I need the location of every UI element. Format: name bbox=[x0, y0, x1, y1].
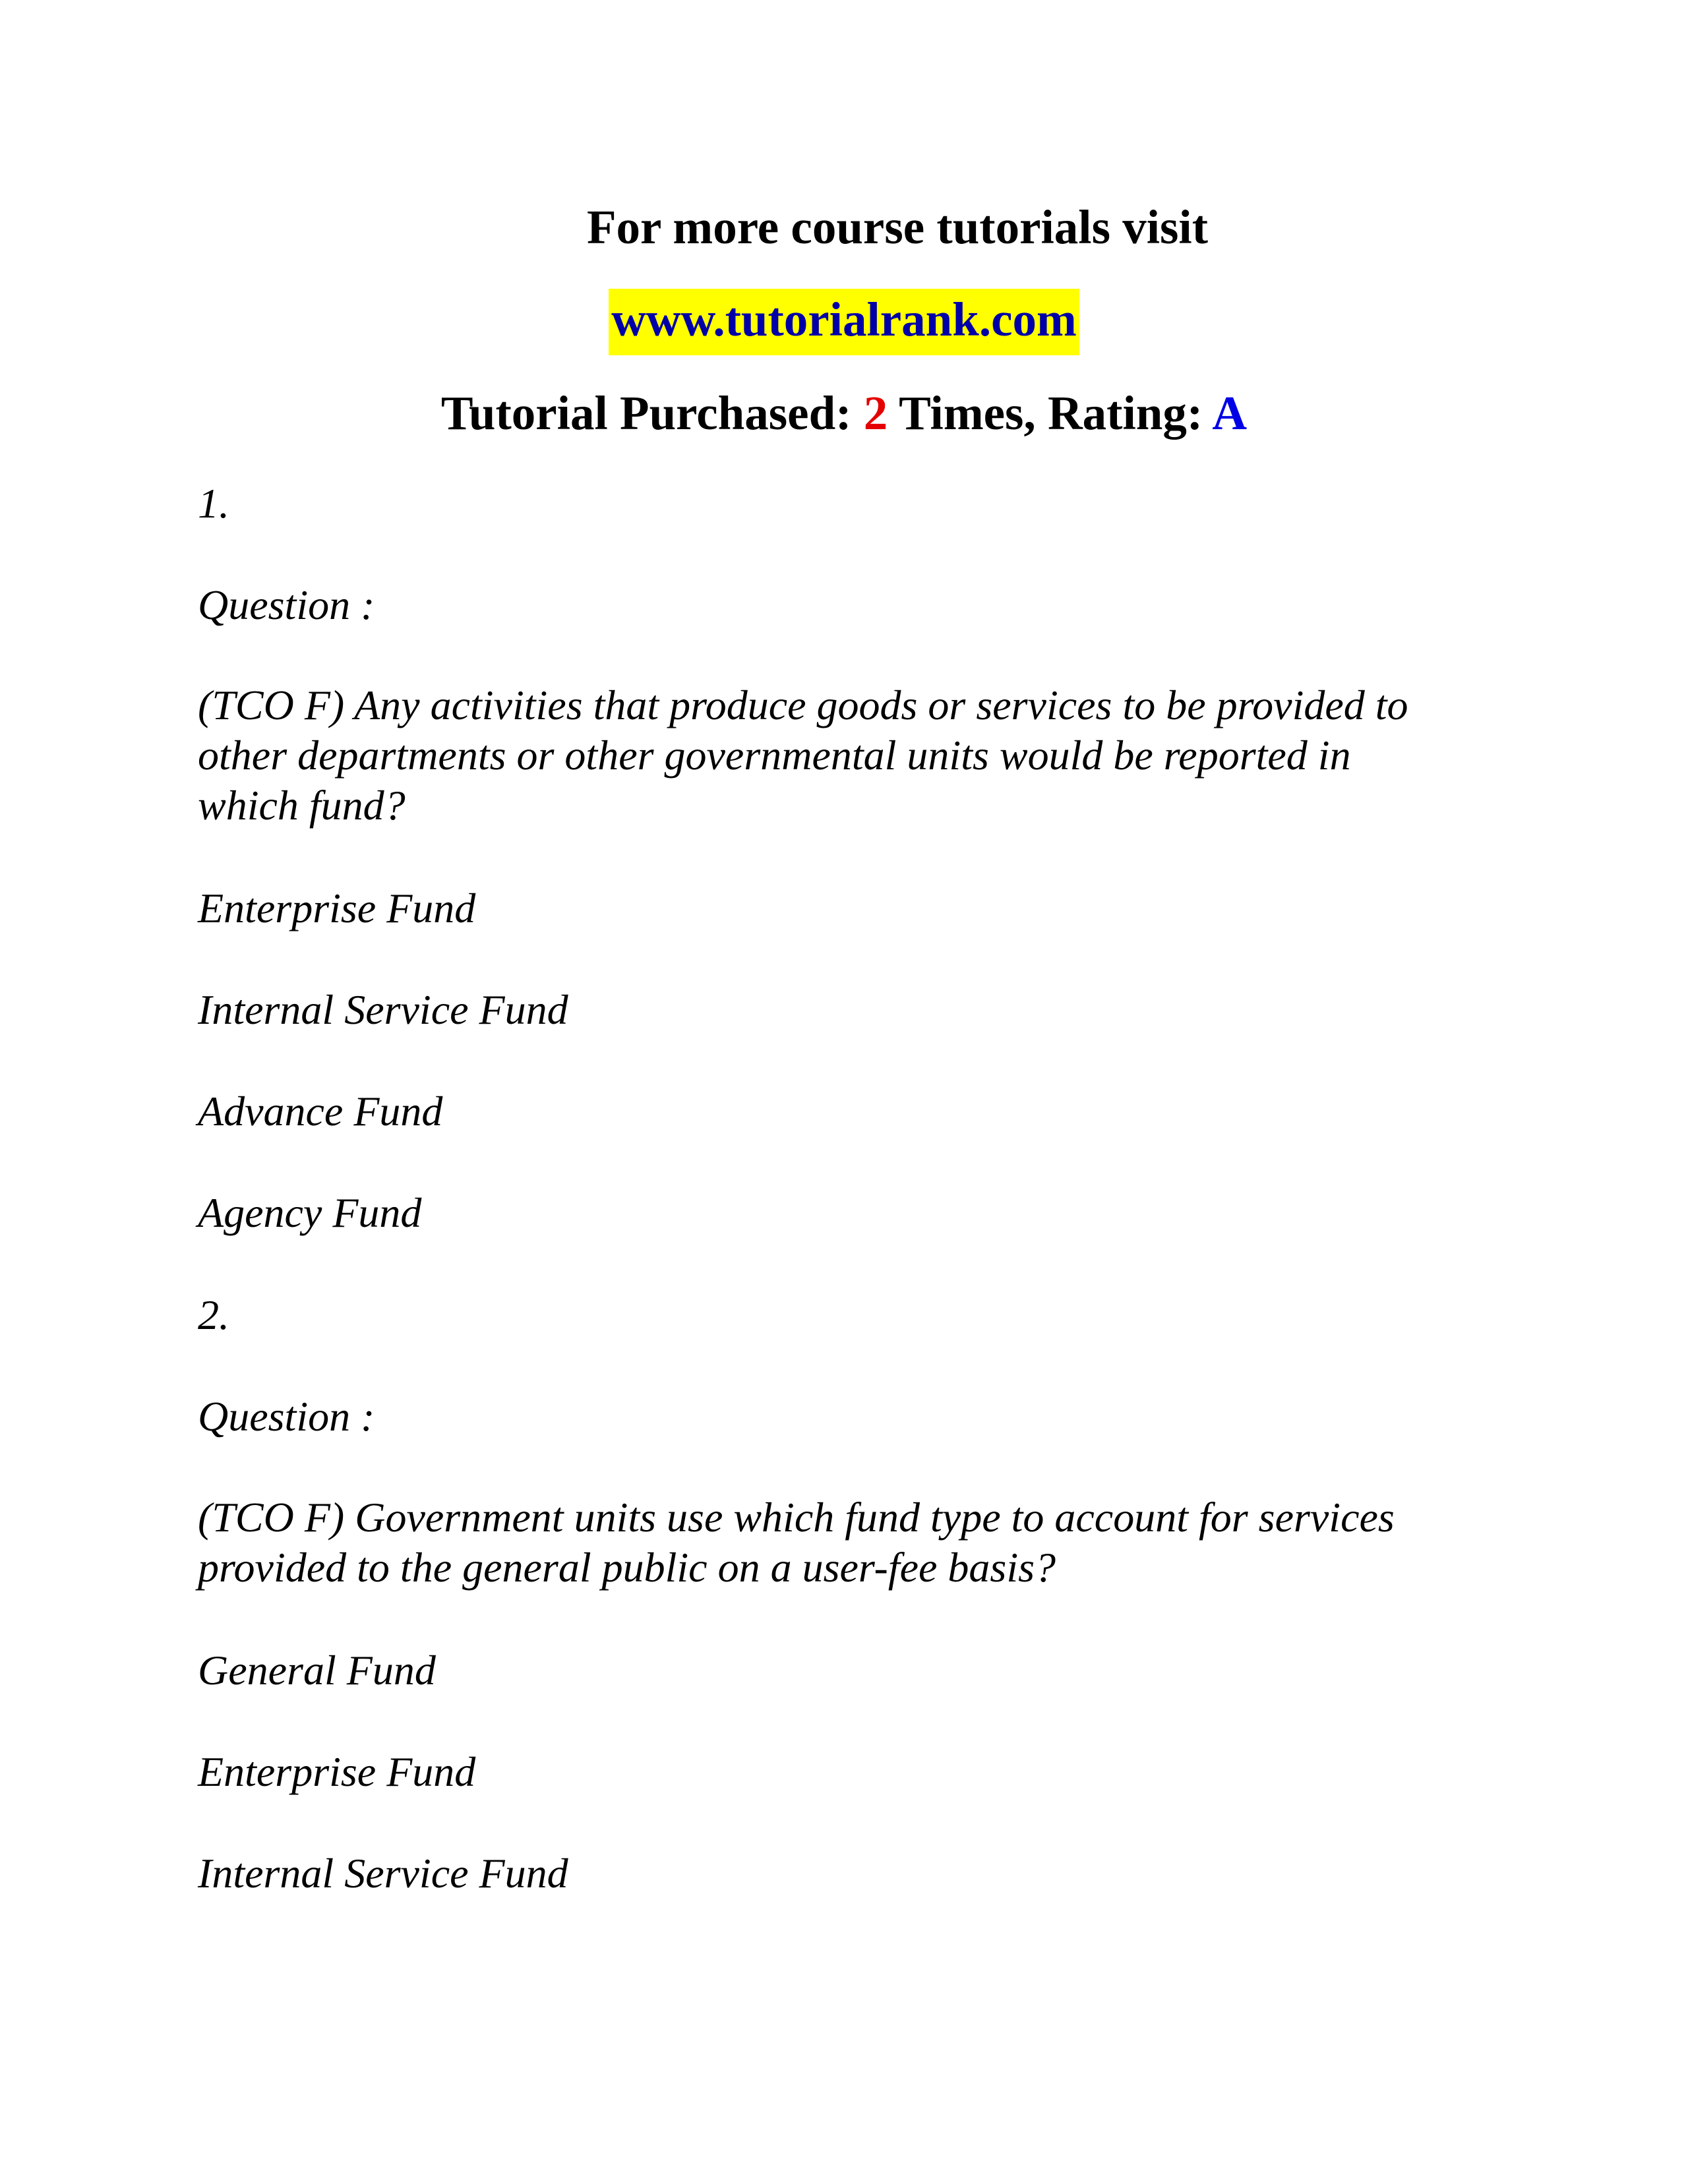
question-1-option: Internal Service Fund bbox=[198, 986, 568, 1033]
purchased-label: Tutorial Purchased: bbox=[440, 386, 852, 440]
question-1-option: Enterprise Fund bbox=[198, 885, 476, 931]
question-1-option: Advance Fund bbox=[198, 1088, 443, 1135]
question-1-text-line: which fund? bbox=[198, 782, 406, 829]
question-2-option: General Fund bbox=[198, 1647, 436, 1694]
question-2-text-line: (TCO F) Government units use which fund type to account for services bbox=[198, 1494, 1395, 1541]
question-1-text-line: other departments or other governmental units would be reported in bbox=[198, 732, 1351, 779]
question-1-text bbox=[198, 680, 1503, 831]
question-2-number: 2. bbox=[198, 1291, 229, 1338]
tutorialrank-link[interactable]: www.tutorialrank.com bbox=[609, 289, 1079, 355]
question-2-option: Internal Service Fund bbox=[198, 1850, 568, 1897]
question-1-label: Question : bbox=[198, 581, 375, 628]
rating-value: A bbox=[1212, 386, 1248, 440]
times-rating-label: Times, Rating: bbox=[899, 386, 1203, 440]
header-stats bbox=[0, 386, 1688, 440]
purchased-count: 2 bbox=[863, 386, 888, 440]
question-2-text bbox=[198, 1492, 1503, 1593]
question-2-option: Enterprise Fund bbox=[198, 1748, 476, 1795]
question-2-text-line: provided to the general public on a user-fee basis? bbox=[198, 1544, 1056, 1591]
header-title: For more course tutorials visit bbox=[586, 200, 1209, 254]
question-2-label: Question : bbox=[198, 1393, 375, 1440]
question-1-number: 1. bbox=[198, 480, 229, 527]
question-1-text-line: (TCO F) Any activities that produce goods or services to be provided to bbox=[198, 682, 1408, 728]
question-1-option: Agency Fund bbox=[198, 1189, 422, 1236]
header-link-line bbox=[0, 293, 1688, 346]
